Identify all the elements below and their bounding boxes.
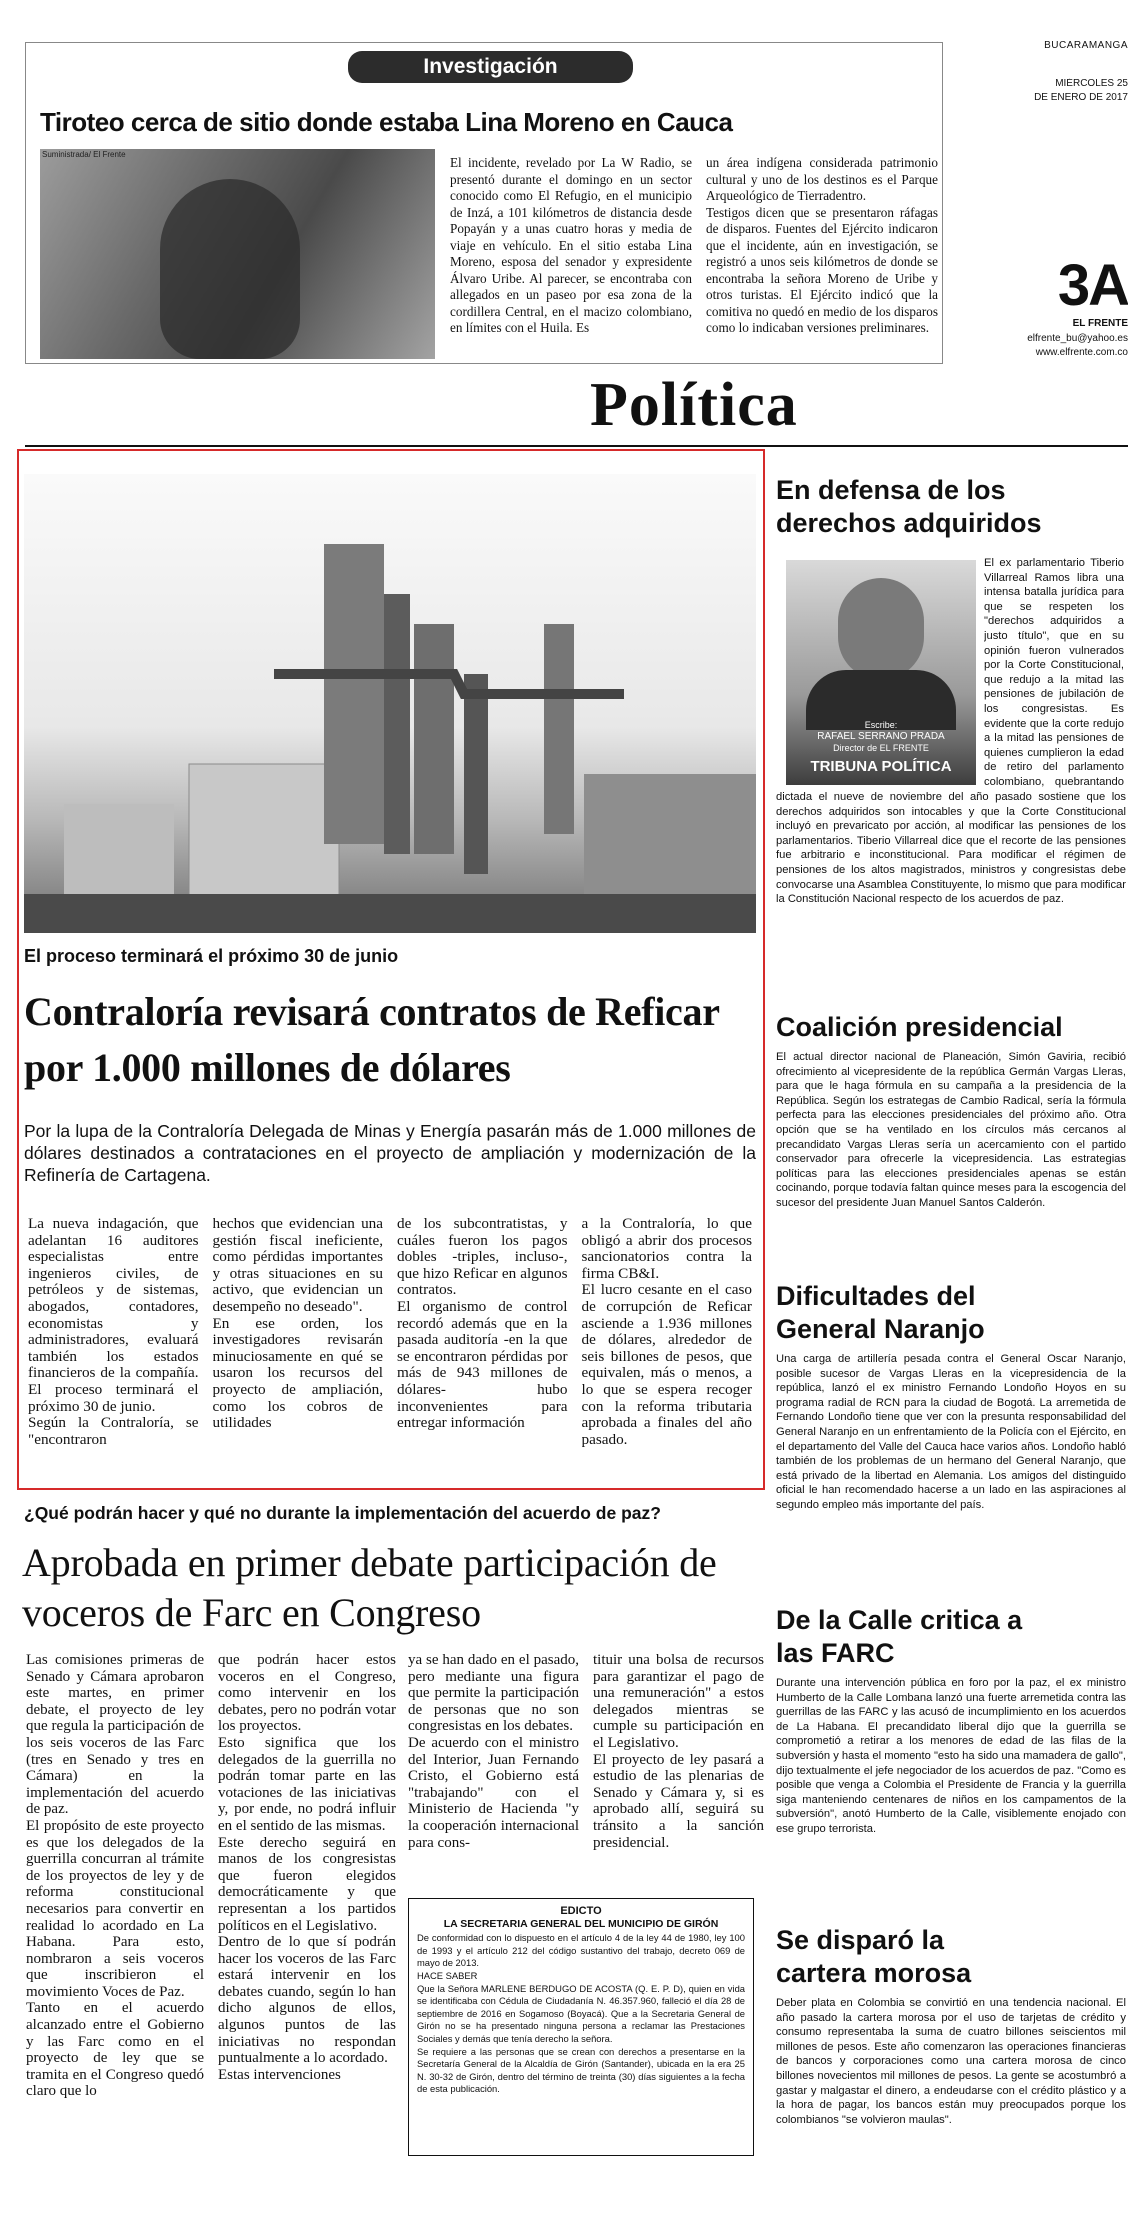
farc-kicker: ¿Qué podrán hacer y qué no durante la implementación del acuerdo de paz? xyxy=(24,1503,661,1523)
lead-col3: de los subcontratistas, y cuáles fueron los pagos dobles -triples, incluso-, que hizo Reficar en algunos contratos. El organismo de control recordó además que en la pasada auditoría -en la que se encontraron pérdidas por más de 943 millones de dólares- hubo inconvenientes para entregar información xyxy=(397,1216,568,1432)
investigacion-photo-credit: Suministrada/ El Frente xyxy=(42,150,126,159)
lead-headline: Contraloría revisará contratos de Reficar por 1.000 millones de dólares xyxy=(24,989,719,1090)
s2-body: El actual director nacional de Planeación, Simón Gaviria, recibió ofrecimiento al vicepresidente de la república Germán Vargas Lleras, para que le haga fórmula en su campaña a la presidencia de la República. Según los estrategas de Cambio Radical, sería la fórmula perfecta para las elecciones presidenciales del próximo año. Otra opción que se ha ventilado en los círculos más cercanos al precandidato Vargas Lleras sería un acercamiento con el partido conservador para ofrecerle la vicepresidencia. Las estrategias políticas para las elecciones presidenciales apenas se están cocinando, porque todavía faltan quince meses para la escogencia del sucesor del presidente Juan Manuel Santos Calderón. xyxy=(776,1051,1126,1209)
page-number: 3A xyxy=(1057,255,1128,317)
woman-silhouette xyxy=(160,179,300,359)
masthead-date-line1: MIÉRCOLES 25 xyxy=(1055,78,1128,89)
s5-body: Deber plata en Colombia se convirtió en una tendencia nacional. El año pasado la cartera morosa por el uso de tarjetas de crédito y consumo representaba la suma de cuatro billones seiscientos mil millones de pesos. Este año comenzaron las operaciones financieras de bancos y corporaciones como una cartera morosa de cinco billones novecientos mil millones de pesos. La gente se acostumbró a gastar y malgastar el dinero, a endeudarse con el crédito plástico y a la hora de pagar, los bancos están muy preocupados porque los colombianos "se volvieron maulas". xyxy=(776,1997,1126,2126)
farc-col3: ya se han dado en el pasado, pero mediante una figura que permite la participación de personas que no son congresistas en los debates. De acuerdo con el ministro del Interior, Juan Fernando Cristo, el Gobierno está "trabajando" con el Ministerio de Hacienda "y la cooperación internacional para cons- xyxy=(408,1652,579,1851)
edicto-p4: Se requiere a las personas que se crean con derechos a presentarse en la Secretaría General de la Alcaldía de Girón (Santander), ubicada en la era 25 N. 30-32 de Girón, dentro del término de treinta (30) días siguientes a la fecha de esta publicación. xyxy=(417,2045,745,2095)
edicto-subtitle: LA SECRETARIA GENERAL DEL MUNICIPIO DE GIRÓN xyxy=(443,1917,719,1930)
s1-escribe: Escribe: xyxy=(864,720,898,730)
lead-body xyxy=(28,1216,752,1478)
masthead-city: BUCARAMANGA xyxy=(1044,40,1128,51)
lead-kicker: El proceso terminará el próximo 30 de junio xyxy=(24,946,399,966)
section-rule xyxy=(25,445,1128,447)
investigacion-photo xyxy=(40,149,435,359)
masthead-email: elfrente_bu@yahoo.es xyxy=(1027,333,1128,344)
s4-title: De la Calle critica a las FARC xyxy=(776,1605,1023,1668)
s1-role: Director de EL FRENTE xyxy=(833,743,929,753)
columnist-head xyxy=(838,578,924,680)
masthead-date-line2: DE ENERO DE 2017 xyxy=(1034,92,1128,103)
lead-col2: hechos que evidencian una gestión fiscal ineficiente, como pérdidas importantes y otras situaciones en su activo, que evidencian un desempeño no deseado". En ese orden, los investigadores revisarán minuciosamente en qué se usaron los recursos del proyecto de ampliación, como los cobros de utilidades xyxy=(212,1216,383,1432)
edicto-p2: HACE SABER xyxy=(417,1969,478,1981)
section-title: Política xyxy=(590,372,798,438)
s1-wrap: El ex parlamentario Tiberio Villarreal Ramos libra una intensa batalla jurídica para que se respeten los "derechos adquiridos a justo título", que en su opinión fueron vulnerados por la Corte Constitucional, que redujo a la mitad las pensiones de jubilación de los congresistas. Es evidente que la corte redujo a la mitad las pensiones de quienes cumplieron la edad de retiro del parlamento colombiano, quebrantando xyxy=(984,557,1124,788)
sidebar-column xyxy=(772,452,1132,2232)
farc-col2: que podrán hacer estos voceros en el Congreso, como intervenir en los debates, pero no podrán votar los proyectos. Esto significa que los delegados de la guerrilla no podrán tomar parte en las votaciones de las iniciativas y, por ende, no podrá influir en el sentido de las mismas. Este derecho seguirá en manos de los congresistas que fueron elegidos democráticamente y que representan a los partidos políticos en el Legislativo. Dentro de lo que sí podrán hacer los voceros de las Farc estará intervenir en los debates cuando, según lo han dicho algunos de ellos, algunos puntos de las iniciativas no respondan puntualmente a lo acordado. Estas intervenciones xyxy=(218,1652,396,2083)
farc-body-right xyxy=(408,1652,764,1892)
s3-title: Dificultades del General Naranjo xyxy=(776,1281,985,1344)
edicto-title: EDICTO xyxy=(560,1905,602,1917)
edicto-p3: Que la Señora MARLENE BERDUGO DE ACOSTA (Q. E. P. D), quien en vida se identificaba con Cédula de Ciudadanía N. 46.357.960, falleció el día 28 de septiembre de 2016 en Sogamoso (Boyacá). Que a la Secretaria General de Girón no se ha presentado ninguna persona a reclamar las Prestaciones Sociales y demás que tenía derecho la señora. xyxy=(417,1982,745,2044)
lead-deck: Por la lupa de la Contraloría Delegada de Minas y Energía pasarán más de 1.000 millones de dólares destinados a contrataciones en el proyecto de ampliación y modernización de la Refinería de Cartagena. xyxy=(24,1121,756,1185)
masthead-paper: EL FRENTE xyxy=(1072,318,1128,329)
investigacion-headline: Tiroteo cerca de sitio donde estaba Lina Moreno en Cauca xyxy=(40,107,733,137)
s1-author: RAFAEL SERRANO PRADA xyxy=(817,731,945,742)
s1-title: En defensa de los derechos adquiridos xyxy=(776,475,1042,538)
farc-col4: tituir una bolsa de recursos para garantizar el pago de una remuneración" a estos delegados mientras se cumple su participación en el Legislativo. El proyecto de ley pasará a estudio de las plenarias de Senado y Cámara y, si es aprobado allí, seguirá su tránsito a la sanción presidencial. xyxy=(593,1652,764,1851)
lead-photo xyxy=(24,474,756,933)
s1-column-name: TRIBUNA POLÍTICA xyxy=(810,758,952,775)
s2-title: Coalición presidencial xyxy=(776,1012,1063,1042)
farc-headline: Aprobada en primer debate participación de voceros de Farc en Congreso xyxy=(22,1540,717,1635)
refinery-illustration xyxy=(24,474,756,933)
investigacion-col1: El incidente, revelado por La W Radio, se presentó durante el domingo en un sector conocido como El Refugio, en el municipio de Inzá, a 101 kilómetros de distancia desde Popayán y a unas cuatro horas y media de viaje en vehículo. En el sitio estaba Lina Moreno, esposa del senador y expresidente Álvaro Uribe. Al parecer, se encontraba con allegados en un paseo por esa zona de la cordillera Central, en el macizo colombiano, en límites con el Huila. Es xyxy=(450,155,692,335)
investigacion-tag: Investigación xyxy=(348,51,633,83)
lead-col1: La nueva indagación, que adelantan 16 auditores especialistas entre ingenieros civiles, de petróleos y de sistemas, abogados, contadores, economistas y administradores, evaluará también los estados financieros de la compañía. El proceso terminará el próximo 30 de junio. Según la Contraloría, se "encontraron xyxy=(28,1216,199,1448)
edicto-p1: De conformidad con lo dispuesto en el artículo 4 de la ley 44 de 1980, ley 100 de 1993 y el artículo 212 del código sustantivo del trabajo, decreto 069 de mayo de 2013. xyxy=(417,1932,745,1969)
s5-title: Se disparó la cartera morosa xyxy=(776,1925,972,1988)
farc-body-left xyxy=(26,1652,396,2212)
s4-body: Durante una intervención pública en foro por la paz, el ex ministro Humberto de la Calle Lombana lanzó una fuerte arremetida contra las guerrillas de las FARC y las acusó de incumplimiento en los acuerdos de La Habana. El precandidato liberal dijo que la guerrilla se comprometió a retirar a los menores de edad de las filas de la subversión y hasta el momento "esto ha sido una mamadera de gallo", dijo textualmente el jefe negociador de los acuerdos de paz. "Como es posible que venga a Colombia el Presidente de Francia y la guerrilla siga manteniendo centenares de niños en los campamentos de la subversión", anotó Humberto de la Calle, visiblemente enojado con ese grupo terrorista. xyxy=(776,1677,1126,1835)
investigacion-box xyxy=(25,42,943,364)
edicto-box xyxy=(408,1898,754,2156)
s3-body: Una carga de artillería pesada contra el General Oscar Naranjo, posible sucesor de Vargas Lleras en la vicepresidencia de la república, lanzó el ex ministro Fernando Londoño Hoyos en su programa radial de RCN para la ciudad de Bogotá. La arremetida de Fernando Londoño tiene que ver con la presunta responsabilidad del General Naranjo en un enfrentamiento de la Policía con el Ejército, en el departamento del Valle del Cauca hace varios años. Londoño habló también de los problemas de un hermano del General Naranjo, que está privado de la libertad en Alemania. Los amigos del distinguido oficial le han recomendado hacerse a un lado en las aspiraciones al segundo empleo más importante del país. xyxy=(776,1353,1126,1511)
farc-body-tail-rule xyxy=(400,1652,401,2212)
farc-col1: Las comisiones primeras de Senado y Cámara aprobaron este martes, en primer debate, el proyecto de ley que regula la participación de los seis voceros de las Farc (tres en Senado y tres en Cámara) en la implementación del acuerdo de paz. El propósito de este proyecto es que los delegados de la guerrilla concurran al trámite de los proyectos de ley y de reforma constitucional necesarios para convertir en realidad lo acordado en La Habana. Para esto, nombraron a seis voceros que inscribieron el movimiento Voces de Paz. Tanto en el acuerdo alcanzado entre el Gobierno y las Farc como en el proyecto de ley que se tramita en el Congreso quedó claro que lo xyxy=(26,1652,204,2100)
masthead-web: www.elfrente.com.co xyxy=(1035,347,1128,358)
investigacion-col2: un área indígena considerada patrimonio cultural y uno de los destinos es el Parque Arqueológico de Tierradentro. Testigos dicen que se presentaron ráfagas de disparos. Fuentes del Ejército indicaron que el incidente, aún en investigación, se registró a unos seis kilómetros de donde se encontraba la señora Moreno de Uribe y otros turistas. El Ejército indicó que la comitiva no quedó en medio de los disparos como lo indicaban versiones preliminares. xyxy=(706,155,938,335)
s1-body: dictada el nueve de noviembre del año pasado sostiene que los derechos adquiridos son intocables y que la Corte Constitucional incluyó en prevaricato por acción, al modificar las pensiones de los parlamentarios. Tiberio Villarreal dice que el recorte de las pensiones fue arbitrario e inconstitucional. Para modificar el régimen de pensiones de los altos magistrados, ministros y congresistas debe convocarse una Asamblea Constituyente, lo mismo que para modificar la Constitución Nacional respecto de los acuerdos de paz. xyxy=(776,791,1126,906)
lead-col4: a la Contraloría, lo que obligó a abrir dos procesos sancionatorios contra la firma CB&I. El lucro cesante en el caso de corrupción de Reficar asciende a 1.936 millones de dólares, alrededor de seis billones de pesos, que equivalen, más o menos, a lo que se espera recoger con la reforma tributaria aprobada a finales del año pasado. xyxy=(581,1216,752,1448)
